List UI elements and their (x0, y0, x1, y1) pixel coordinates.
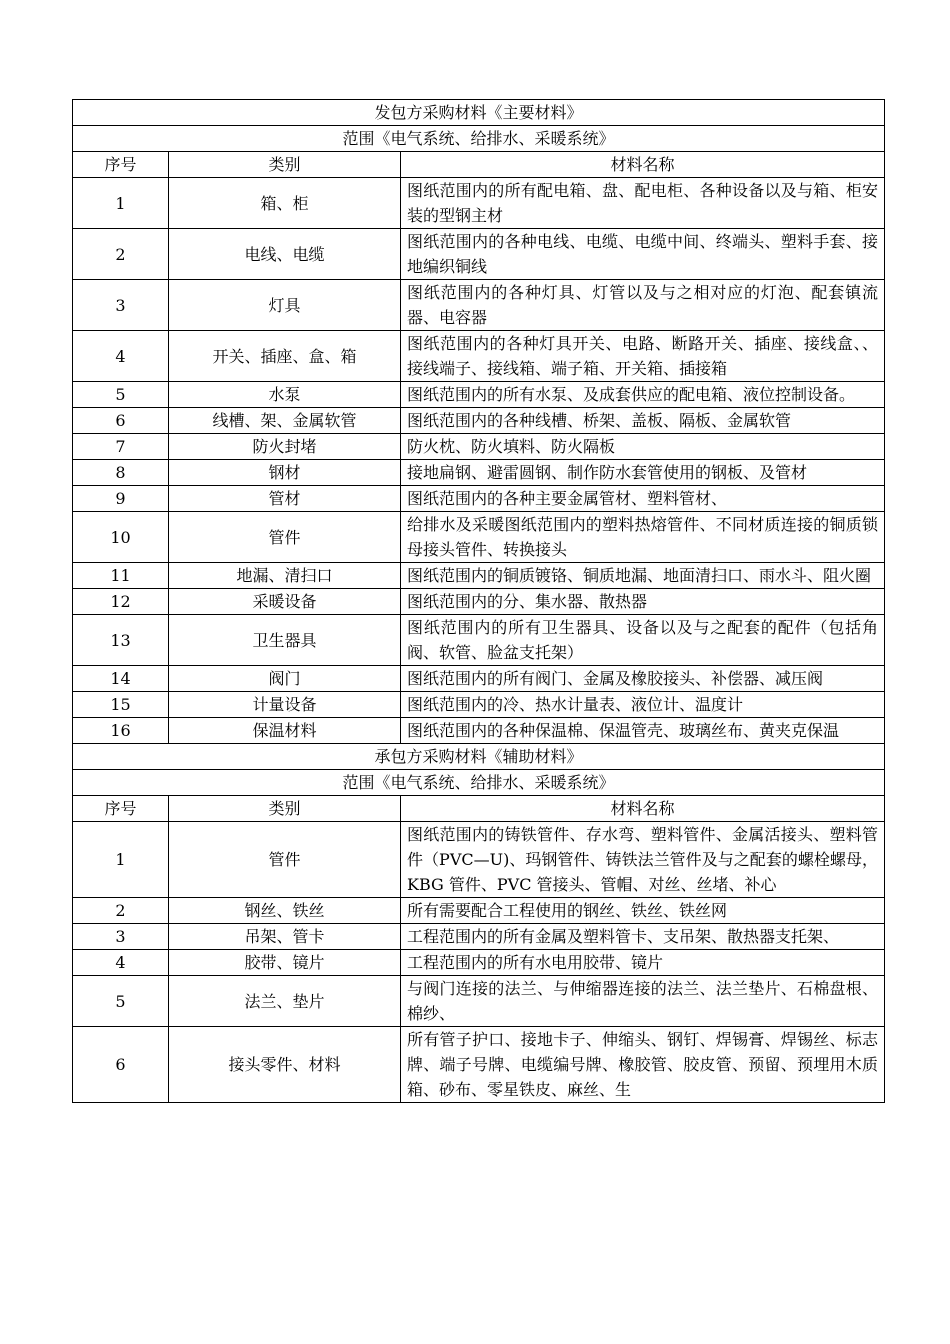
row-category: 管件 (169, 512, 401, 563)
table-row (73, 408, 885, 434)
table-row (73, 666, 885, 692)
table-row (73, 331, 885, 382)
row-category: 计量设备 (169, 692, 401, 718)
row-number: 15 (73, 692, 169, 718)
row-material: 图纸范围内的冷、热水计量表、液位计、温度计 (401, 692, 885, 718)
row-material: 图纸范围内的各种灯具开关、电路、断路开关、插座、接线盒、、接线端子、接线箱、端子箱、开关箱、插接箱 (401, 331, 885, 382)
row-category: 线槽、架、金属软管 (169, 408, 401, 434)
row-number: 7 (73, 434, 169, 460)
table-row (73, 615, 885, 666)
row-category: 地漏、清扫口 (169, 563, 401, 589)
row-number: 4 (73, 331, 169, 382)
row-material: 防火枕、防火填料、防火隔板 (401, 434, 885, 460)
row-material: 工程范围内的所有水电用胶带、镜片 (401, 950, 885, 976)
row-category: 水泵 (169, 382, 401, 408)
row-number: 1 (73, 178, 169, 229)
section1-title: 发包方采购材料《主要材料》 (73, 100, 885, 126)
row-number: 1 (73, 822, 169, 898)
table-row (73, 692, 885, 718)
row-material: 工程范围内的所有金属及塑料管卡、支吊架、散热器支托架、 (401, 924, 885, 950)
row-material: 图纸范围内的所有卫生器具、设备以及与之配套的配件（包括角阀、软管、脸盆支托架） (401, 615, 885, 666)
row-category: 箱、柜 (169, 178, 401, 229)
table-row (73, 229, 885, 280)
row-material: 图纸范围内的分、集水器、散热器 (401, 589, 885, 615)
header-material: 材料名称 (401, 152, 885, 178)
row-category: 钢材 (169, 460, 401, 486)
row-material: 图纸范围内的所有阀门、金属及橡胶接头、补偿器、减压阀 (401, 666, 885, 692)
table-row (73, 178, 885, 229)
row-material: 接地扁钢、避雷圆钢、制作防水套管使用的钢板、及管材 (401, 460, 885, 486)
section2-head (73, 744, 885, 1103)
row-number: 6 (73, 408, 169, 434)
row-number: 3 (73, 924, 169, 950)
row-material: 图纸范围内的各种电线、电缆、电缆中间、终端头、塑料手套、接地编织铜线 (401, 229, 885, 280)
row-number: 13 (73, 615, 169, 666)
section1-scope: 范围《电气系统、给排水、采暖系统》 (73, 126, 885, 152)
row-material: 给排水及采暖图纸范围内的塑料热熔管件、不同材质连接的铜质锁母接头管件、转换接头 (401, 512, 885, 563)
row-number: 16 (73, 718, 169, 744)
row-material: 图纸范围内的各种灯具、灯管以及与之相对应的灯泡、配套镇流器、电容器 (401, 280, 885, 331)
row-material: 图纸范围内的铸铁管件、存水弯、塑料管件、金属活接头、塑料管件（PVC—U)、玛钢管件、铸铁法兰管件及与之配套的螺栓螺母，KBG 管件、PVC 管接头、管帽、对丝、丝堵、补心 (401, 822, 885, 898)
table-row (73, 280, 885, 331)
row-number: 12 (73, 589, 169, 615)
row-category: 管件 (169, 822, 401, 898)
row-number: 2 (73, 229, 169, 280)
table-row (73, 563, 885, 589)
row-material: 图纸范围内的所有配电箱、盘、配电柜、各种设备以及与箱、柜安装的型钢主材 (401, 178, 885, 229)
table-row (73, 382, 885, 408)
table-row (73, 718, 885, 744)
table-row (73, 460, 885, 486)
row-number: 8 (73, 460, 169, 486)
row-material: 图纸范围内的铜质镀铬、铜质地漏、地面清扫口、雨水斗、阻火圈 (401, 563, 885, 589)
table-row (73, 486, 885, 512)
row-material: 所有需要配合工程使用的钢丝、铁丝、铁丝网 (401, 898, 885, 924)
row-material: 所有管子护口、接地卡子、伸缩头、钢钉、焊锡膏、焊锡丝、标志牌、端子号牌、电缆编号牌、橡胶管、胶皮管、预留、预埋用木质箱、砂布、零星铁皮、麻丝、生 (401, 1027, 885, 1103)
row-category: 接头零件、材料 (169, 1027, 401, 1103)
row-category: 阀门 (169, 666, 401, 692)
row-number: 4 (73, 950, 169, 976)
table-row (73, 924, 885, 950)
table-row (73, 822, 885, 898)
row-category: 卫生器具 (169, 615, 401, 666)
section2-scope: 范围《电气系统、给排水、采暖系统》 (73, 770, 885, 796)
row-number: 9 (73, 486, 169, 512)
section2-title: 承包方采购材料《辅助材料》 (73, 744, 885, 770)
row-number: 5 (73, 382, 169, 408)
table-row (73, 1027, 885, 1103)
row-number: 10 (73, 512, 169, 563)
table-row (73, 434, 885, 460)
row-number: 11 (73, 563, 169, 589)
row-material: 图纸范围内的各种线槽、桥架、盖板、隔板、金属软管 (401, 408, 885, 434)
section1-body (73, 100, 885, 744)
header-material: 材料名称 (401, 796, 885, 822)
row-category: 防火封堵 (169, 434, 401, 460)
row-category: 管材 (169, 486, 401, 512)
table-row (73, 976, 885, 1027)
row-number: 5 (73, 976, 169, 1027)
row-category: 保温材料 (169, 718, 401, 744)
header-no: 序号 (73, 152, 169, 178)
table-row (73, 898, 885, 924)
materials-table (72, 99, 885, 1103)
row-number: 6 (73, 1027, 169, 1103)
row-category: 灯具 (169, 280, 401, 331)
table-row (73, 512, 885, 563)
row-material: 图纸范围内的所有水泵、及成套供应的配电箱、液位控制设备。 (401, 382, 885, 408)
header-category: 类别 (169, 152, 401, 178)
row-material: 图纸范围内的各种保温棉、保温管壳、玻璃丝布、黄夹克保温 (401, 718, 885, 744)
row-number: 2 (73, 898, 169, 924)
row-category: 吊架、管卡 (169, 924, 401, 950)
table-row (73, 589, 885, 615)
row-number: 14 (73, 666, 169, 692)
row-number: 3 (73, 280, 169, 331)
row-category: 胶带、镜片 (169, 950, 401, 976)
row-category: 开关、插座、盒、箱 (169, 331, 401, 382)
header-no: 序号 (73, 796, 169, 822)
row-category: 采暖设备 (169, 589, 401, 615)
row-category: 钢丝、铁丝 (169, 898, 401, 924)
table-row (73, 950, 885, 976)
header-category: 类别 (169, 796, 401, 822)
row-material: 图纸范围内的各种主要金属管材、塑料管材、 (401, 486, 885, 512)
row-category: 法兰、垫片 (169, 976, 401, 1027)
row-material: 与阀门连接的法兰、与伸缩器连接的法兰、法兰垫片、石棉盘根、棉纱、 (401, 976, 885, 1027)
row-category: 电线、电缆 (169, 229, 401, 280)
